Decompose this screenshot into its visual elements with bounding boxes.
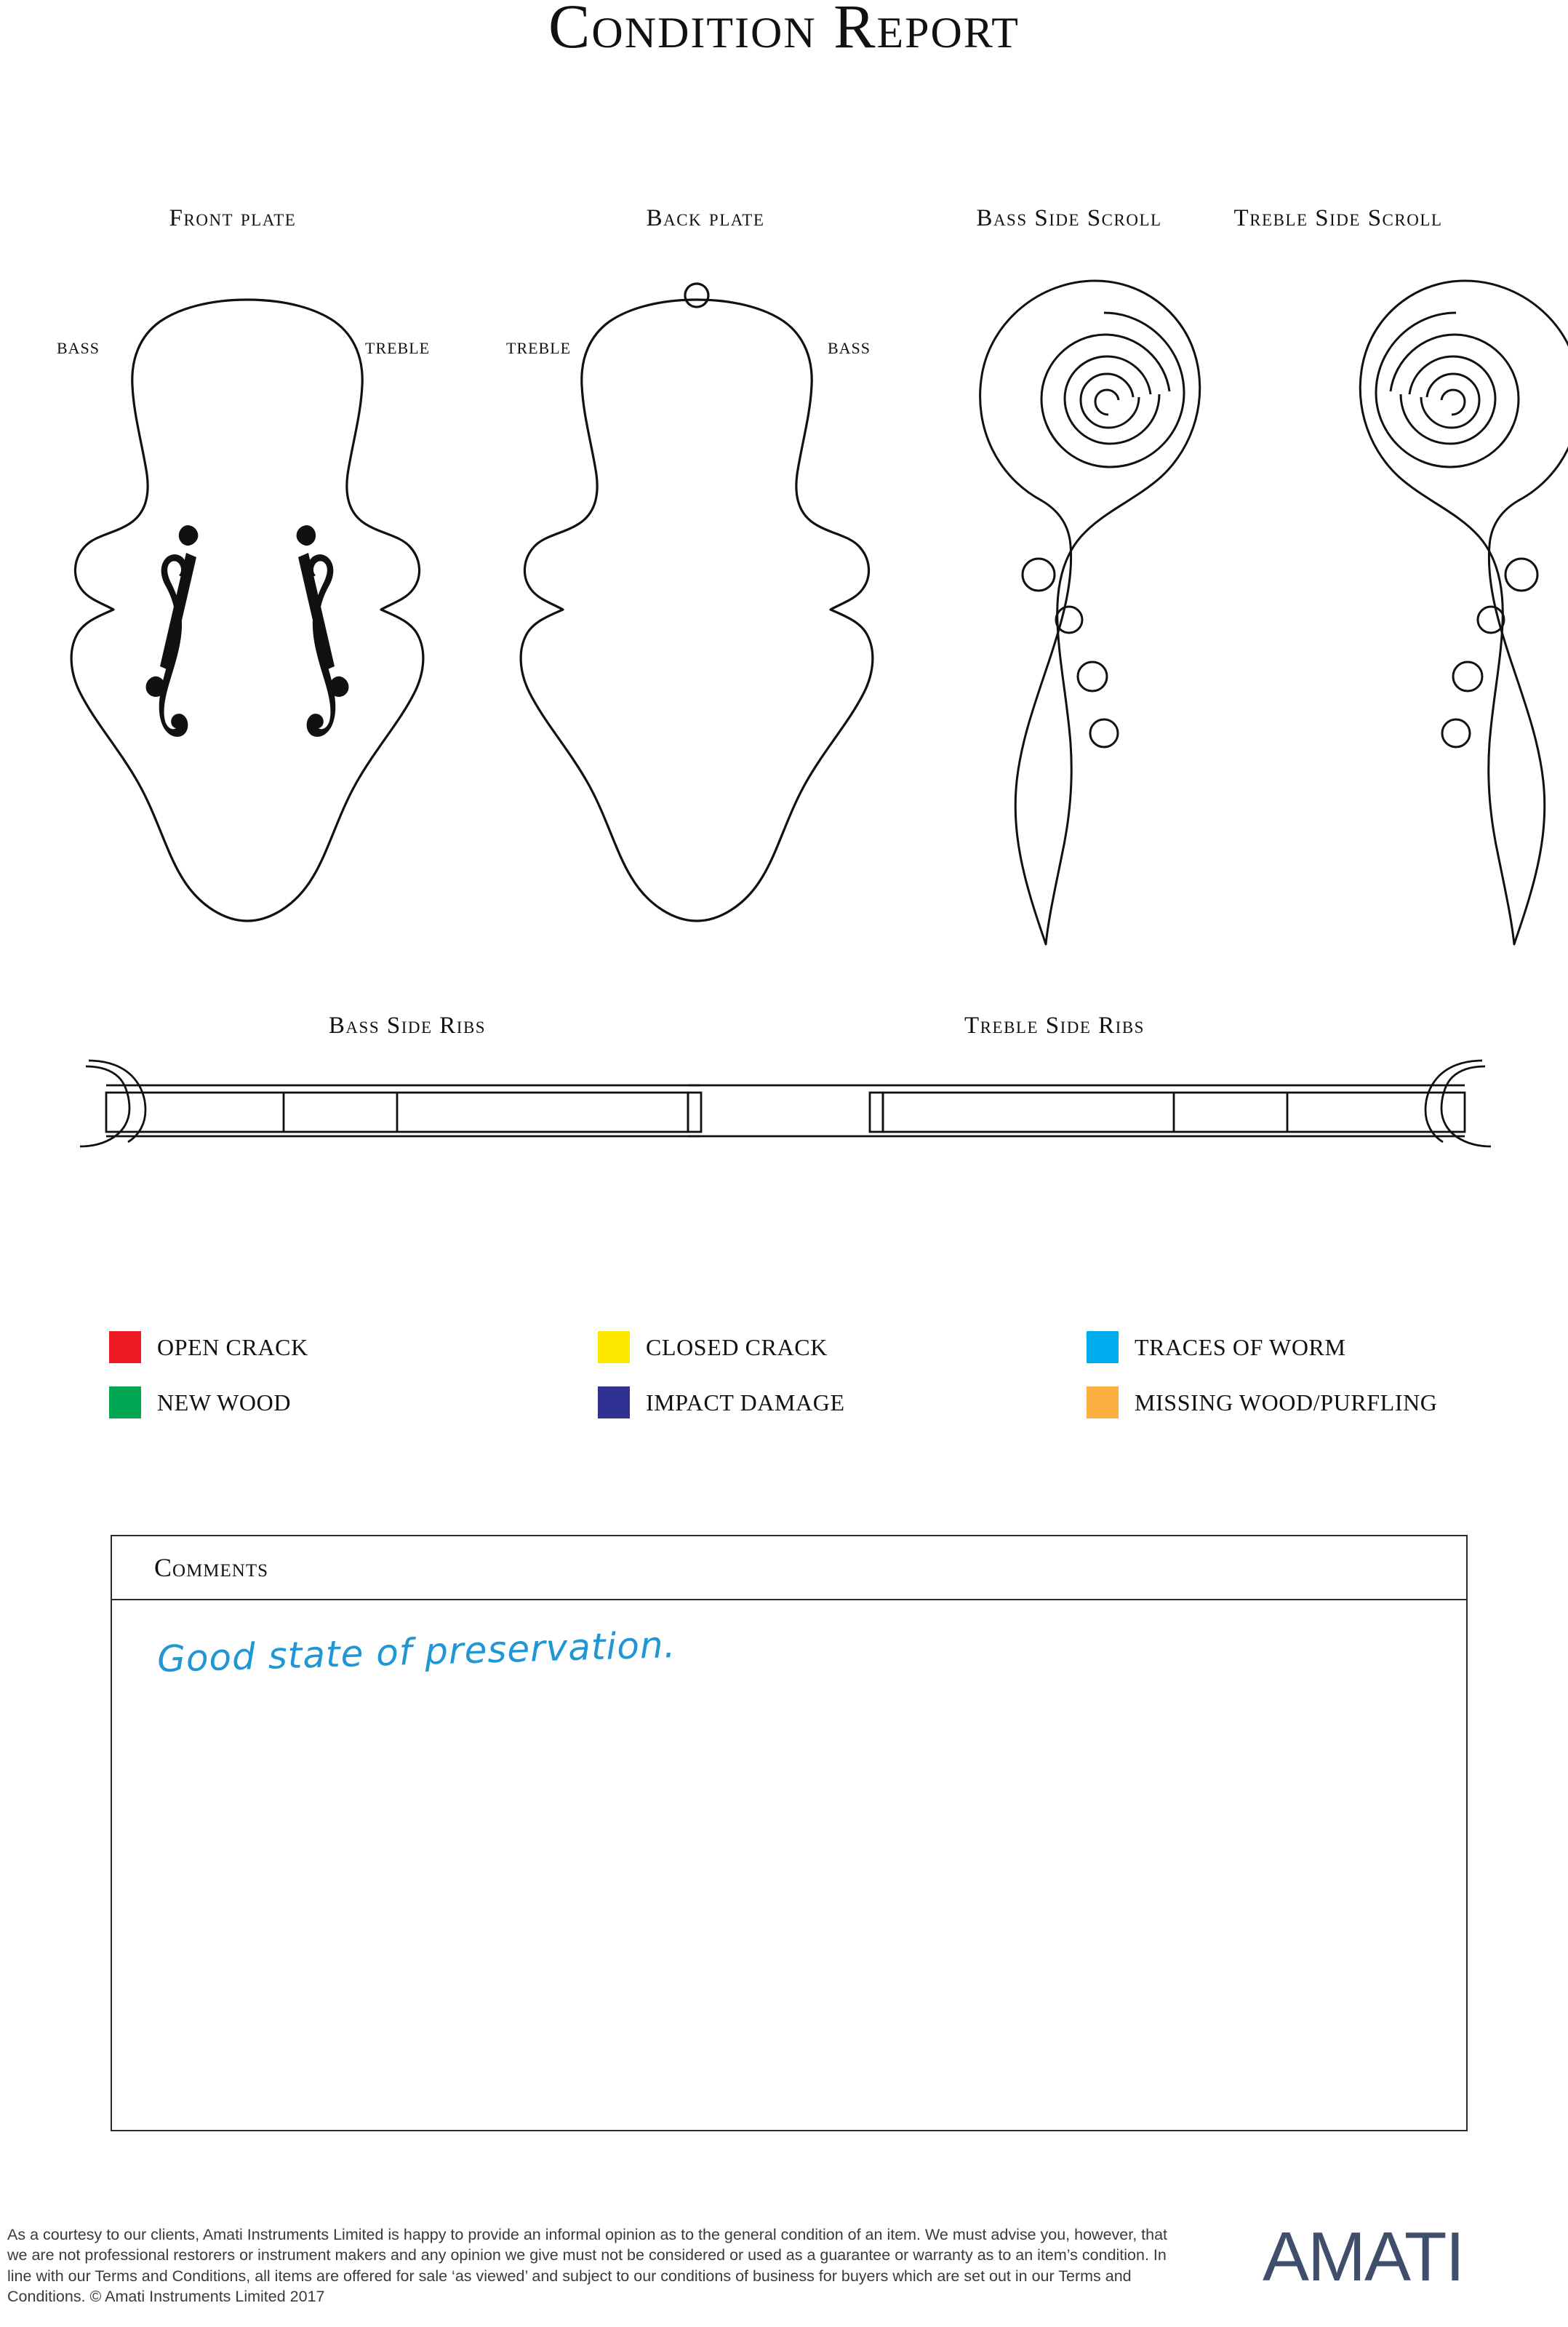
legend-label-new-wood: NEW WOOD <box>157 1389 292 1416</box>
legend-swatch-missing-wood-purfling <box>1087 1386 1119 1418</box>
amati-logo-text: AMATI <box>1263 2227 1464 2296</box>
front-plate-treble-label: TREBLE <box>365 339 431 357</box>
caption-treble-side-scroll: Treble Side Scroll <box>1233 205 1443 231</box>
legend-item-closed-crack[interactable] <box>598 1331 1087 1363</box>
footer-disclaimer: As a courtesy to our clients, Amati Instruments Limited is happy to provide an informal opinion as to the general condition of an item. We must advise you, however, that we are not professional restorers or instrument makers and any opinion we give must not be considered or used as a guarantee or warranty as to an item’s condition. In line with our Terms and Conditions, all items are offered for sale ‘as viewed’ and subject to our conditions of business for buyers which are set out in our Terms and Conditions. © Amati Instruments Limited 2017 <box>7 2226 1168 2306</box>
caption-back-plate: Back plate <box>646 205 765 231</box>
legend-item-open-crack[interactable] <box>109 1331 598 1363</box>
treble-side-scroll-diagram[interactable] <box>1295 269 1568 946</box>
comments-field[interactable] <box>112 1600 1466 2131</box>
back-plate-treble-label: TREBLE <box>506 339 572 357</box>
comments-title: Comments <box>154 1553 269 1582</box>
legend-swatch-open-crack <box>109 1331 141 1363</box>
legend-item-new-wood[interactable] <box>109 1386 598 1418</box>
legend-item-missing-wood-purfling[interactable] <box>1087 1386 1505 1418</box>
front-plate-bass-label: BASS <box>57 339 100 357</box>
caption-bass-side-scroll: Bass Side Scroll <box>976 205 1162 231</box>
legend-label-open-crack: OPEN CRACK <box>157 1333 308 1360</box>
comments-header <box>112 1536 1466 1600</box>
caption-treble-side-ribs: Treble Side Ribs <box>964 1013 1145 1039</box>
comments-value: Good state of preservation. <box>156 1624 677 1680</box>
back-plate-bass-label: BASS <box>828 339 871 357</box>
legend-swatch-impact-damage <box>598 1386 630 1418</box>
back-plate-diagram[interactable] <box>493 253 900 944</box>
legend-swatch-closed-crack <box>598 1331 630 1363</box>
caption-bass-side-ribs: Bass Side Ribs <box>328 1013 487 1039</box>
legend-row-1 <box>109 1331 1505 1363</box>
legend-label-closed-crack: CLOSED CRACK <box>646 1333 828 1360</box>
legend <box>109 1331 1505 1442</box>
legend-row-2 <box>109 1386 1505 1418</box>
front-plate-diagram[interactable] <box>44 284 451 938</box>
legend-item-traces-of-worm[interactable] <box>1087 1331 1505 1363</box>
amati-logo <box>1263 2227 1568 2315</box>
legend-item-impact-damage[interactable] <box>598 1386 1087 1418</box>
caption-front-plate: Front plate <box>169 205 297 231</box>
legend-label-impact-damage: IMPACT DAMAGE <box>646 1389 845 1416</box>
legend-swatch-new-wood <box>109 1386 141 1418</box>
bass-side-ribs-diagram[interactable] <box>73 1047 785 1149</box>
bass-side-scroll-diagram[interactable] <box>960 269 1265 946</box>
legend-label-missing-wood-purfling: MISSING WOOD/PURFLING <box>1135 1389 1438 1416</box>
legend-swatch-traces-of-worm <box>1087 1331 1119 1363</box>
comments-box[interactable] <box>111 1535 1468 2131</box>
page-title: Condition Report <box>548 0 1020 61</box>
treble-side-ribs-diagram[interactable] <box>785 1047 1498 1149</box>
legend-label-traces-of-worm: TRACES OF WORM <box>1135 1333 1346 1360</box>
